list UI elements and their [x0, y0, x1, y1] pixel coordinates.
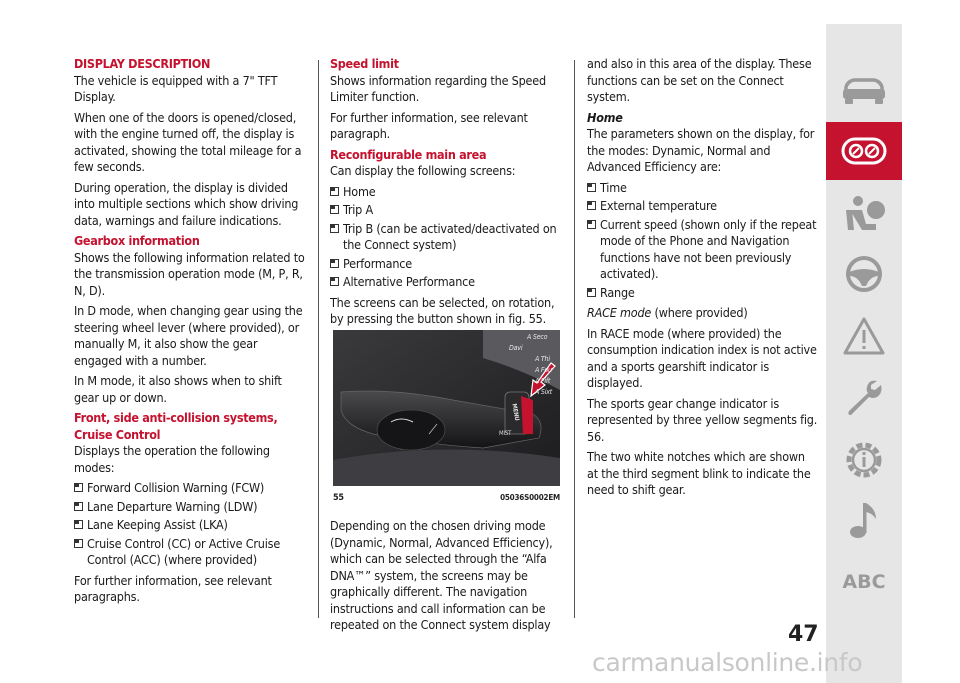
- paragraph: The screens can be selected, on rotation, by pressing the button shown in fig. 55.: [330, 294, 555, 326]
- heading-gearbox-information: Gearbox information: [74, 233, 200, 248]
- sidebar-item-dashboard[interactable]: [826, 122, 902, 180]
- car-icon: [840, 75, 888, 105]
- abc-index-label: ABC: [842, 571, 886, 593]
- heading-home: Home: [587, 109, 623, 125]
- list-item: Alternative Performance: [330, 274, 562, 291]
- heading-speed-limit: Speed limit: [330, 56, 399, 71]
- wrench-icon: [843, 377, 885, 419]
- sidebar-item-maintenance[interactable]: [826, 370, 902, 426]
- figure-stalk-menu-button: [333, 330, 560, 486]
- paragraph: In D mode, when changing gear using the steering wheel lever (where provided), or manually M, it also show the gear engaged with a number.: [74, 303, 303, 368]
- sidebar-item-safety[interactable]: [826, 186, 902, 242]
- heading-reconfigurable-area: Reconfigurable main area: [330, 146, 487, 162]
- race-mode-label: RACE mode: [587, 305, 652, 320]
- race-mode-line: [587, 305, 819, 322]
- paragraph: For further information, see relevant paragraphs.: [74, 572, 272, 604]
- screen-line: A Seco: [527, 332, 548, 341]
- paragraph: In RACE mode (where provided) the consumption indication index is not active and a sports gearshift indicator is displayed.: [587, 325, 817, 390]
- dashboard-gauges-icon: [841, 137, 887, 165]
- column-1: [74, 56, 306, 610]
- sidebar-item-starting-driving[interactable]: [826, 246, 902, 302]
- paragraph: and also in this area of the display. These functions can be set on the Connect system.: [587, 56, 812, 104]
- figure-caption: [333, 486, 560, 507]
- heading-anti-collision: Front, side anti-collision systems, Cruise Control: [74, 410, 278, 442]
- paragraph: Can display the following screens:: [330, 163, 516, 178]
- figure-screen-lines: [509, 332, 552, 398]
- figure-number: 55: [333, 492, 344, 503]
- paragraph: When one of the doors is opened/closed, with the engine turned off, the display is activated, showing the total mileage for a few seconds.: [74, 109, 302, 174]
- paragraph: Displays the operation the following modes:: [74, 443, 270, 475]
- paragraph: Shows the following information related to the transmission operation mode (M, P, R, N, D).: [74, 249, 305, 298]
- list-item: Lane Departure Warning (LDW): [74, 499, 306, 516]
- paragraph: In M mode, it also shows when to shift gear up or down.: [74, 373, 282, 405]
- screen-line: A Fift: [535, 376, 551, 385]
- race-mode-rest: (where provided): [651, 305, 748, 320]
- menu-label: MENU: [510, 402, 521, 421]
- column-divider: [318, 60, 319, 618]
- paragraph: The sports gear change indicator is represented by three yellow segments fig. 56.: [587, 395, 818, 444]
- list-item: Range: [587, 285, 819, 302]
- paragraph: The vehicle is equipped with a 7" TFT Display.: [74, 72, 278, 104]
- screen-line: A Thi: [535, 354, 550, 363]
- sidebar-item-multimedia[interactable]: [826, 492, 902, 548]
- list-item: Home: [330, 184, 562, 201]
- list-item: Cruise Control (CC) or Active Cruise Control (ACC) (where provided): [74, 536, 306, 569]
- list-item: Trip B (can be activated/deactivated on the Connect system): [330, 221, 562, 254]
- paragraph: During operation, the display is divided into multiple sections which show driving data, warnings and failure indications.: [74, 179, 299, 228]
- list-item: Current speed (shown only if the repeat mode of the Phone and Navigation functions have not been previously activated).: [587, 217, 819, 283]
- screen-line: Davi: [509, 343, 523, 352]
- sidebar-item-car[interactable]: [826, 62, 902, 118]
- mist-label: MIST: [499, 429, 512, 437]
- steering-wheel-icon: [844, 254, 884, 294]
- watermark: carmanualsonline.info: [592, 648, 863, 677]
- screen-line: A Sixt: [535, 387, 553, 396]
- screen-line: A Fou: [535, 365, 552, 374]
- list-parameters: [587, 180, 819, 302]
- list-item: Forward Collision Warning (FCW): [74, 480, 306, 497]
- page-number: 47: [788, 622, 819, 647]
- figure-code: 05036S0002EM: [500, 492, 560, 502]
- warning-triangle-icon: [842, 316, 886, 356]
- list-screens: [330, 184, 562, 291]
- music-note-icon: [846, 499, 882, 541]
- paragraph: The two white notches which are shown at the third segment blink to indicate the need to shift gear.: [587, 449, 811, 497]
- list-item: External temperature: [587, 198, 819, 215]
- list-item: Lane Keeping Assist (LKA): [74, 517, 306, 534]
- paragraph: Shows information regarding the Speed Limiter function.: [330, 72, 546, 104]
- airbag-person-icon: [842, 194, 886, 234]
- column-2: [330, 56, 562, 638]
- sidebar-item-emergency[interactable]: [826, 308, 902, 364]
- heading-display-description: DISPLAY DESCRIPTION: [74, 56, 211, 71]
- sidebar-item-technical-data[interactable]: [826, 432, 902, 488]
- list-item: Performance: [330, 256, 562, 273]
- list-collision-modes: [74, 480, 306, 569]
- settings-info-icon: [842, 438, 886, 482]
- paragraph: Depending on the chosen driving mode (Dynamic, Normal, Advanced Efficiency), which can be selected through the “Alfa DNA™” system, the screens may be graphically different. The navigation instructions and call information can be repeated on the Connect system display: [330, 518, 553, 632]
- sidebar-item-index[interactable]: [826, 554, 902, 610]
- paragraph: The parameters shown on the display, for the modes: Dynamic, Normal and Advanced Efficiency are:: [587, 126, 815, 174]
- column-divider: [574, 60, 575, 618]
- paragraph: For further information, see relevant paragraph.: [330, 109, 528, 141]
- column-3: [587, 56, 819, 503]
- chapter-sidebar: [826, 24, 902, 683]
- list-item: Trip A: [330, 202, 562, 219]
- list-item: Time: [587, 180, 819, 197]
